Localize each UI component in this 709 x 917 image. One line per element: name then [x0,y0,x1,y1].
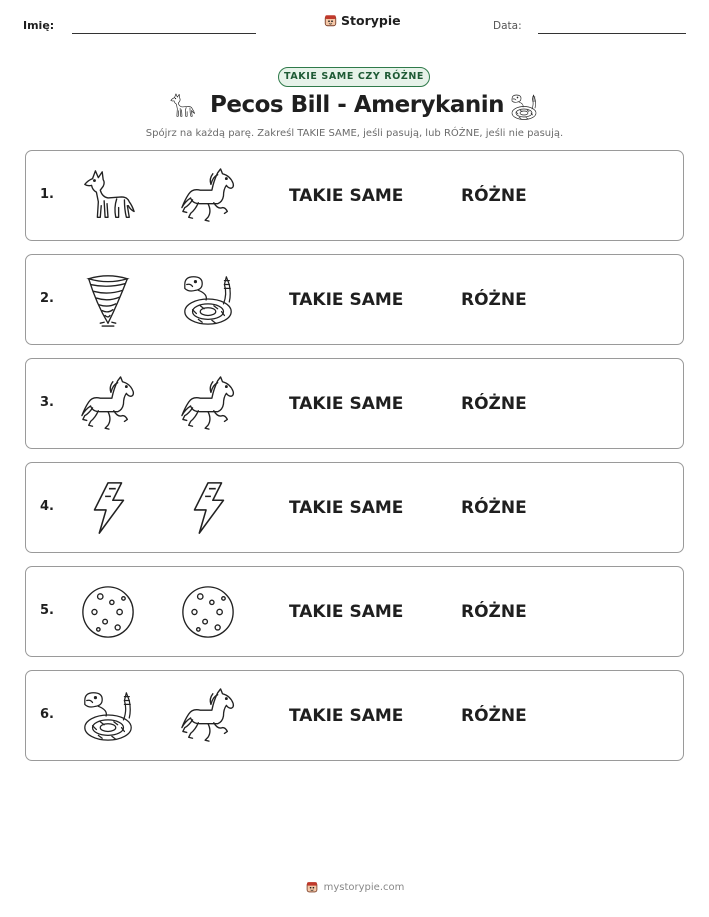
name-label: Imię: [23,19,55,32]
brand-name: Storypie [341,13,401,28]
option-different[interactable]: RÓŻNE [461,394,527,414]
snake-icon [178,271,238,329]
snake-icon [509,92,539,122]
exercise-row [25,462,684,553]
option-different[interactable]: RÓŻNE [461,186,527,206]
title-row [0,90,709,126]
page-title: Pecos Bill - Amerykanin [210,92,504,118]
lightning-icon [178,479,238,537]
option-same[interactable]: TAKIE SAME [289,186,404,206]
option-same[interactable]: TAKIE SAME [289,290,404,310]
moon-icon [78,583,138,641]
brand-logo [323,13,401,28]
exercise-row [25,670,684,761]
footer [0,880,709,894]
exercise-row [25,566,684,657]
worksheet-type-badge: TAKIE SAME CZY RÓŻNE [278,67,430,87]
exercise-row [25,358,684,449]
moon-icon [178,583,238,641]
footer-site: mystorypie.com [323,881,405,893]
coyote-icon [168,92,196,120]
option-same[interactable]: TAKIE SAME [289,602,404,622]
name-field[interactable] [72,33,256,34]
horse-icon [178,687,238,745]
row-number: 6. [40,707,54,722]
date-field[interactable] [538,33,686,34]
row-number: 1. [40,187,54,202]
exercise-row [25,150,684,241]
row-number: 5. [40,603,54,618]
option-different[interactable]: RÓŻNE [461,602,527,622]
coyote-icon [78,167,138,225]
instructions: Spójrz na każdą parę. Zakreśl TAKIE SAME, jeśli pasują, lub RÓŻNE, jeśli nie pasują. [145,128,564,139]
option-same[interactable]: TAKIE SAME [289,394,404,414]
storypie-logo-icon [323,13,338,28]
horse-icon [178,167,238,225]
option-same[interactable]: TAKIE SAME [289,706,404,726]
lightning-icon [78,479,138,537]
horse-icon [178,375,238,433]
tornado-icon [78,271,138,329]
horse-icon [78,375,138,433]
worksheet-header [0,0,709,50]
snake-icon [78,687,138,745]
row-number: 2. [40,291,54,306]
option-different[interactable]: RÓŻNE [461,706,527,726]
storypie-logo-icon [305,880,319,894]
row-number: 3. [40,395,54,410]
option-different[interactable]: RÓŻNE [461,290,527,310]
row-number: 4. [40,499,54,514]
date-label: Data: [493,20,522,32]
option-same[interactable]: TAKIE SAME [289,498,404,518]
exercise-row [25,254,684,345]
option-different[interactable]: RÓŻNE [461,498,527,518]
